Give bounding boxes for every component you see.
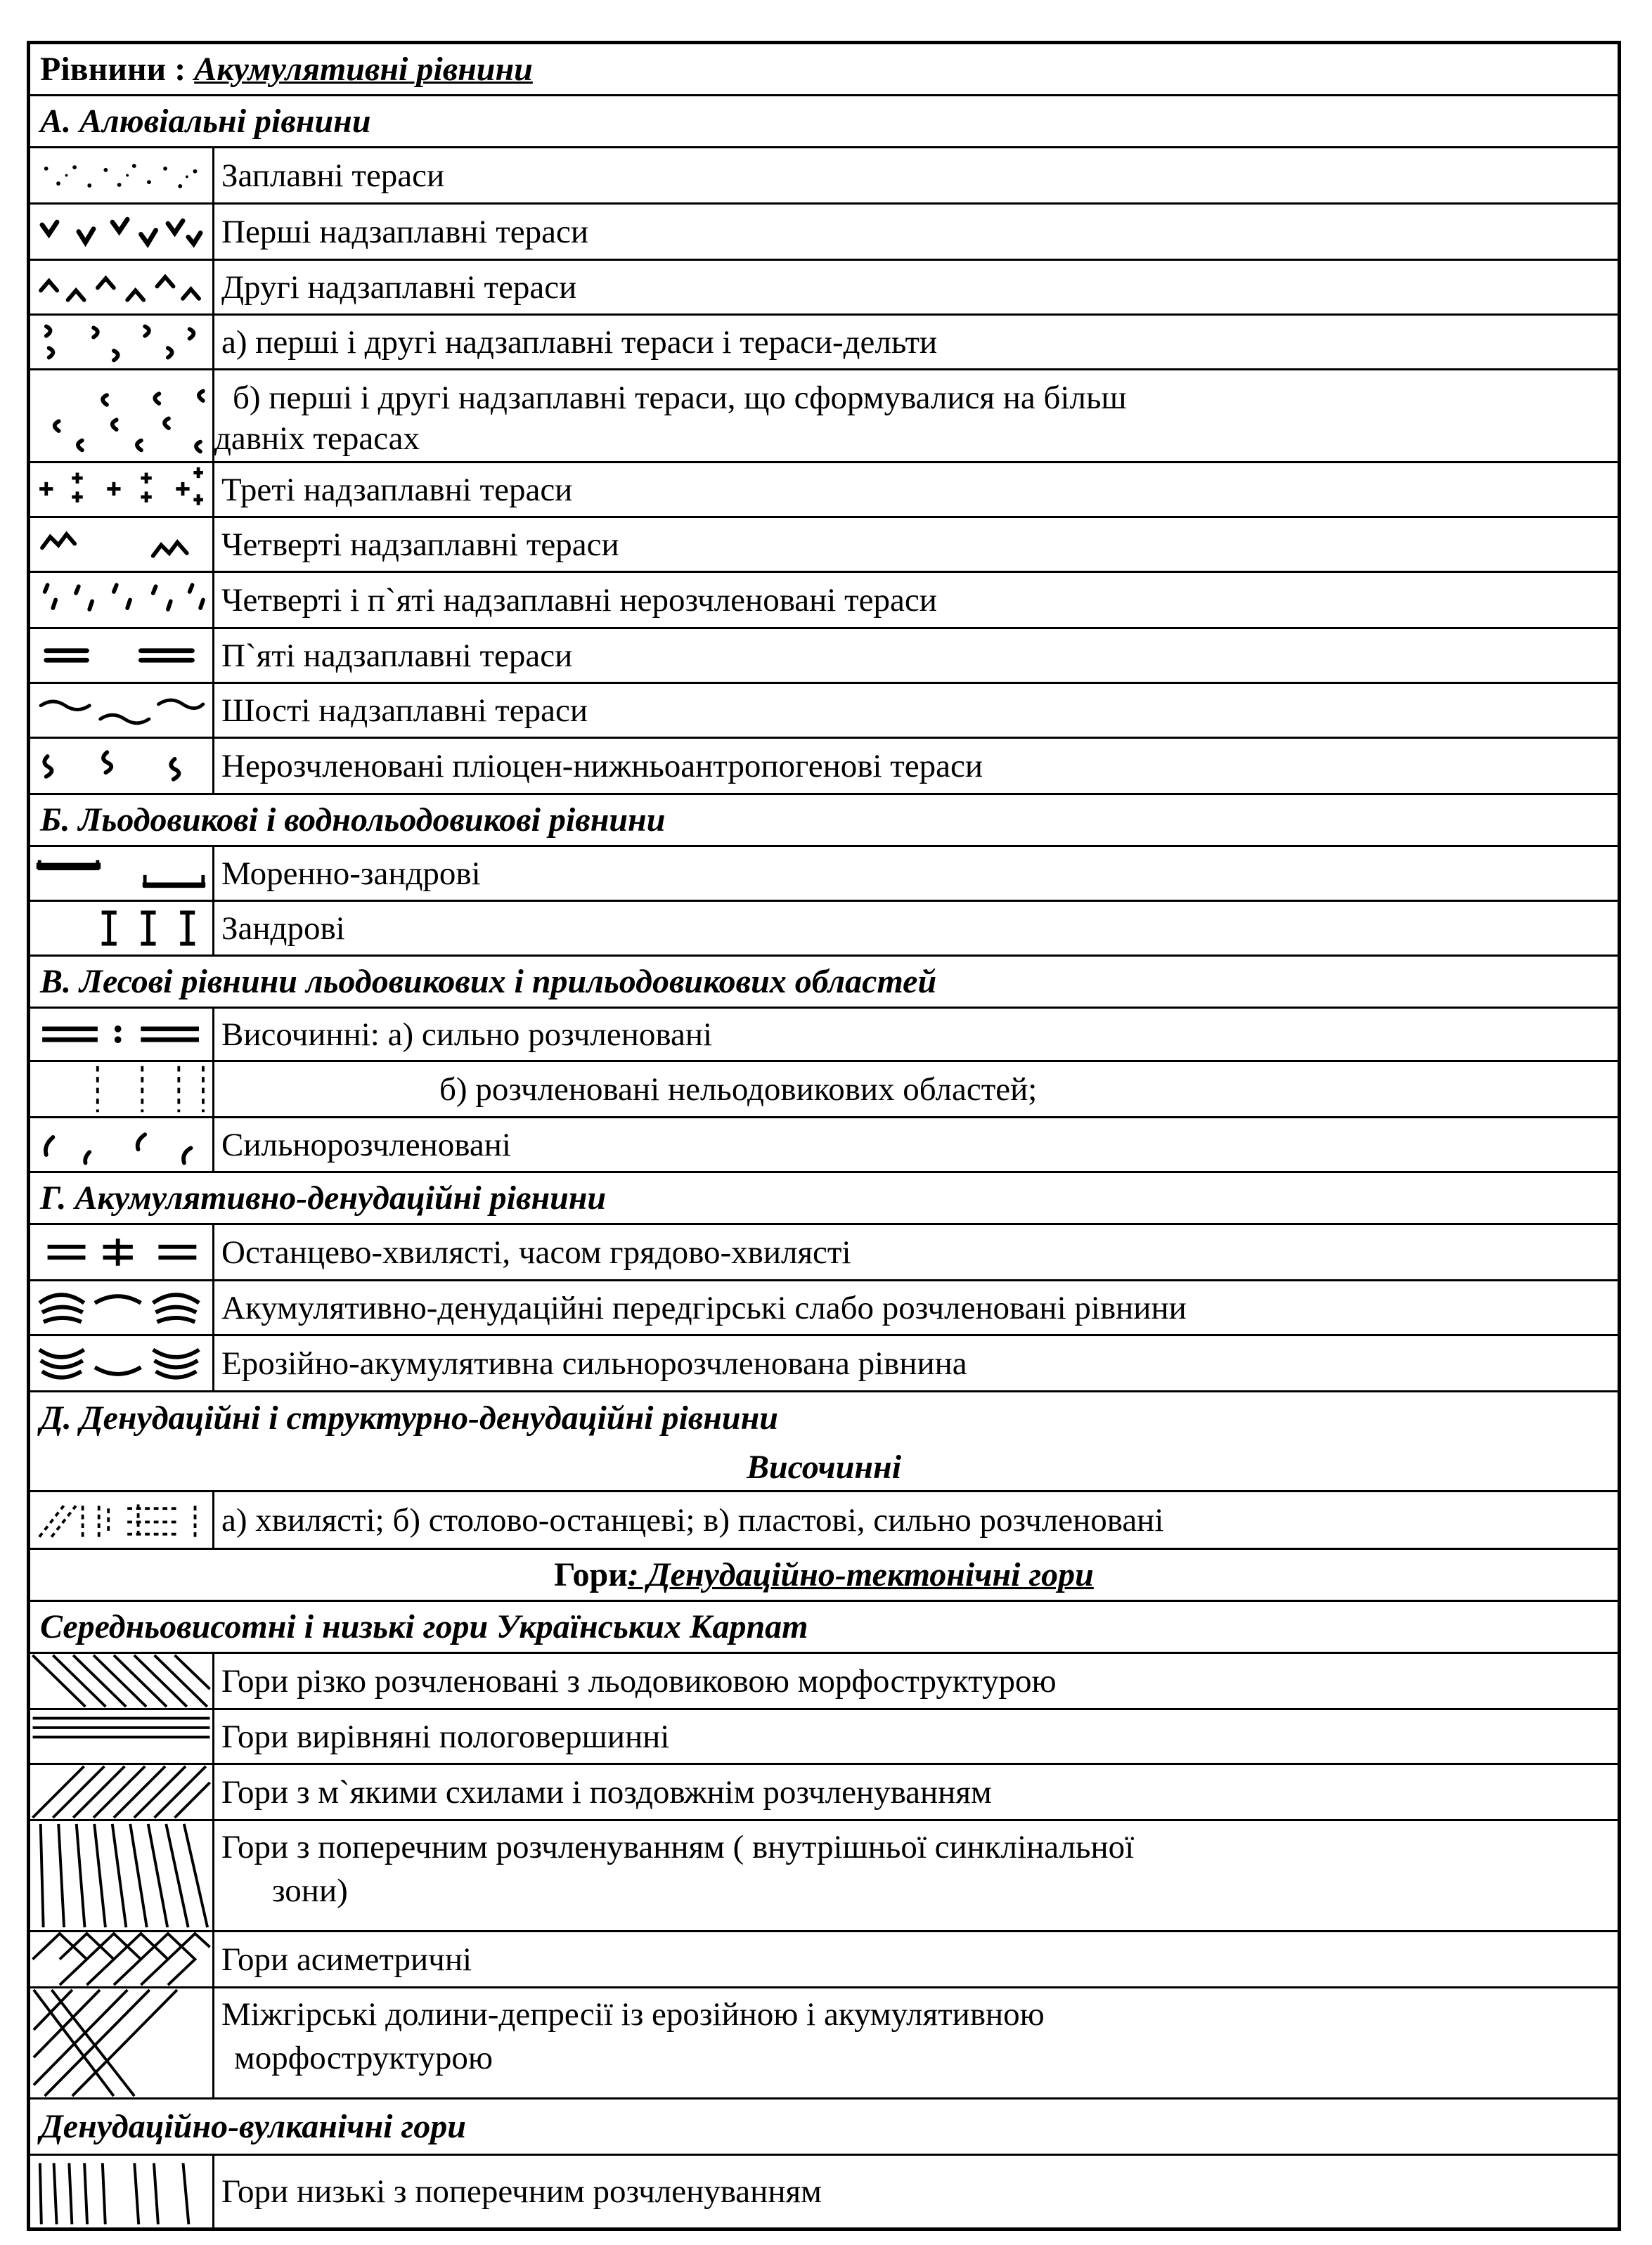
legend-text: Гори з поперечним розчленуванням ( внутрішньої синклінальної	[221, 1829, 1135, 1865]
glacial-mountains-symbol	[30, 1654, 214, 1708]
old-terrace-symbol	[30, 370, 214, 461]
outwash-symbol	[30, 902, 214, 955]
legend-row-d1	[30, 1492, 1618, 1550]
floodplain-terrace-symbol	[30, 148, 214, 202]
sixth-terrace-symbol	[30, 684, 214, 737]
gentle-slope-mountains-symbol	[30, 1765, 214, 1819]
legend-text: а) перші і другі надзаплавні тераси і тераси-дельти	[221, 323, 938, 361]
strongly-dissected-symbol	[30, 1118, 214, 1171]
legend-row-m1	[30, 1654, 1618, 1710]
legend-row-b2	[30, 902, 1618, 957]
legend-text: Четверті надзаплавні тераси	[221, 526, 619, 563]
legend-row-g1	[30, 1225, 1618, 1281]
asymmetric-mountains-symbol	[30, 1932, 214, 1986]
legend-row-g2	[30, 1281, 1618, 1336]
pliocene-terrace-symbol	[30, 739, 214, 793]
loess-highly-dissected-symbol	[30, 1009, 214, 1060]
legend-row-a1	[30, 148, 1618, 205]
remnant-undulating-symbol	[30, 1225, 214, 1279]
legend-table	[27, 41, 1621, 2231]
section-mountains-a-header	[30, 1602, 1618, 1654]
legend-text: Гори різко розчленовані з льодовиковою морфоструктурою	[221, 1662, 1057, 1700]
legend-text: б) розчленовані нельодовикових областей;	[439, 1070, 1038, 1108]
mountains-header-row	[30, 1550, 1618, 1602]
section-mountains-b-title: Денудаційно-вулканічні гори	[40, 2108, 466, 2145]
legend-text: Перші надзаплавні тераси	[221, 213, 589, 250]
section-a-title: А. Алювіальні рівнини	[40, 103, 371, 140]
mountains-title: : Денудаційно-тектонічні гори	[627, 1556, 1094, 1593]
legend-text: Останцево-хвилясті, часом грядово-хвилясті	[221, 1234, 851, 1271]
legend-row-m5	[30, 1932, 1618, 1988]
legend-text: П`яті надзаплавні тераси	[221, 637, 573, 674]
legend-row-n1	[30, 2156, 1618, 2227]
section-b-title: Б. Льодовикові і воднольодовикові рівнини	[40, 801, 666, 839]
legend-row-a3	[30, 261, 1618, 316]
moraine-outwash-symbol	[30, 847, 214, 900]
legend-text: Ерозійно-акумулятивна сильнорозчленована рівнина	[221, 1345, 967, 1382]
legend-text: Міжгірські долини-депресії із ерозійною і акумулятивною	[221, 1996, 1045, 2033]
legend-text-cont: зони)	[272, 1872, 348, 1909]
section-d-subtitle: Височинні	[746, 1448, 902, 1486]
section-g-title: Г. Акумулятивно-денудаційні рівнини	[40, 1179, 607, 1217]
section-v-title: В. Лесові рівнини льодовикових і прильодовикових областей	[40, 963, 937, 1000]
legend-text: Гори вирівняні пологовершинні	[221, 1718, 670, 1755]
transverse-dissection-symbol	[30, 1821, 214, 1930]
section-v-header	[30, 957, 1618, 1009]
legend-text: Акумулятивно-денудаційні передгірські слабо розчленовані рівнини	[221, 1289, 1187, 1326]
legend-text: Височинні: а) сильно розчленовані	[221, 1016, 713, 1053]
legend-text: а) хвилясті; б) столово-останцеві; в) пластові, сильно розчленовані	[221, 1501, 1164, 1539]
legend-text: б) перші і другі надзаплавні тераси, що сформувалися на більш	[233, 380, 1127, 416]
legend-row-m3	[30, 1765, 1618, 1821]
legend-text: Четверті і п`яті надзаплавні нерозчленовані тераси	[221, 581, 937, 619]
legend-row-m2	[30, 1710, 1618, 1765]
first-terrace-symbol	[30, 205, 214, 259]
legend-row-v2	[30, 1062, 1618, 1118]
legend-text-cont: давніх терасах	[214, 420, 420, 457]
legend-row-a6	[30, 463, 1618, 518]
loess-dissected-symbol	[30, 1062, 214, 1116]
upland-denudation-symbol	[30, 1492, 214, 1548]
terrace-delta-symbol	[30, 316, 214, 368]
section-mountains-b-header	[30, 2100, 1618, 2156]
second-terrace-symbol	[30, 261, 214, 313]
legend-text: Гори асиметричні	[221, 1941, 472, 1978]
section-d-title: Д. Денудаційні і структурно-денудаційні рівнини	[40, 1399, 778, 1437]
volcanic-low-mountains-symbol	[30, 2156, 214, 2227]
fourth-terrace-symbol	[30, 518, 214, 571]
legend-row-a7	[30, 518, 1618, 573]
legend-row-a2	[30, 205, 1618, 261]
legend-row-b1	[30, 847, 1618, 902]
plains-header-row	[30, 44, 1618, 96]
legend-row-a8	[30, 573, 1618, 629]
legend-row-a11	[30, 739, 1618, 795]
mountains-label: Гори	[554, 1556, 628, 1593]
plains-title: Акумулятивні рівнини	[194, 51, 533, 88]
legend-row-m6	[30, 1988, 1618, 2100]
flat-top-mountains-symbol	[30, 1710, 214, 1763]
legend-row-a5	[30, 370, 1618, 463]
legend-row-m4	[30, 1821, 1618, 1932]
plains-label: Рівнини :	[40, 51, 186, 88]
legend-text: Моренно-зандрові	[221, 855, 481, 892]
section-d-header	[30, 1392, 1618, 1492]
legend-row-v3	[30, 1118, 1618, 1173]
legend-text: Заплавні тераси	[221, 157, 445, 194]
piedmont-plain-symbol	[30, 1281, 214, 1334]
section-a-header	[30, 96, 1618, 148]
legend-row-a4	[30, 316, 1618, 370]
intermontane-depression-symbol	[30, 1988, 214, 2097]
legend-text: Зандрові	[221, 910, 345, 947]
legend-text: Шості надзаплавні тераси	[221, 692, 588, 729]
legend-text: Треті надзаплавні тераси	[221, 471, 573, 508]
section-g-header	[30, 1173, 1618, 1225]
legend-row-v1	[30, 1009, 1618, 1062]
section-mountains-a-title: Середньовисотні і низькі гори Українських Карпат	[40, 1608, 808, 1645]
legend-row-a10	[30, 684, 1618, 739]
legend-text: Сильнорозчленовані	[221, 1126, 511, 1163]
legend-row-a9	[30, 629, 1618, 684]
fourth-fifth-terrace-symbol	[30, 573, 214, 627]
erosion-accumulative-symbol	[30, 1336, 214, 1390]
section-b-header	[30, 795, 1618, 847]
third-terrace-symbol	[30, 463, 214, 516]
legend-text: Гори низькі з поперечним розчленуванням	[221, 2173, 822, 2210]
legend-text: Гори з м`якими схилами і поздовжнім розчленуванням	[221, 1773, 992, 1811]
legend-row-g3	[30, 1336, 1618, 1392]
legend-text-cont: морфоструктурою	[234, 2040, 493, 2076]
legend-text: Другі надзаплавні тераси	[221, 269, 577, 306]
legend-text: Нерозчленовані пліоцен-нижньоантропогенові тераси	[221, 747, 983, 784]
fifth-terrace-symbol	[30, 629, 214, 682]
